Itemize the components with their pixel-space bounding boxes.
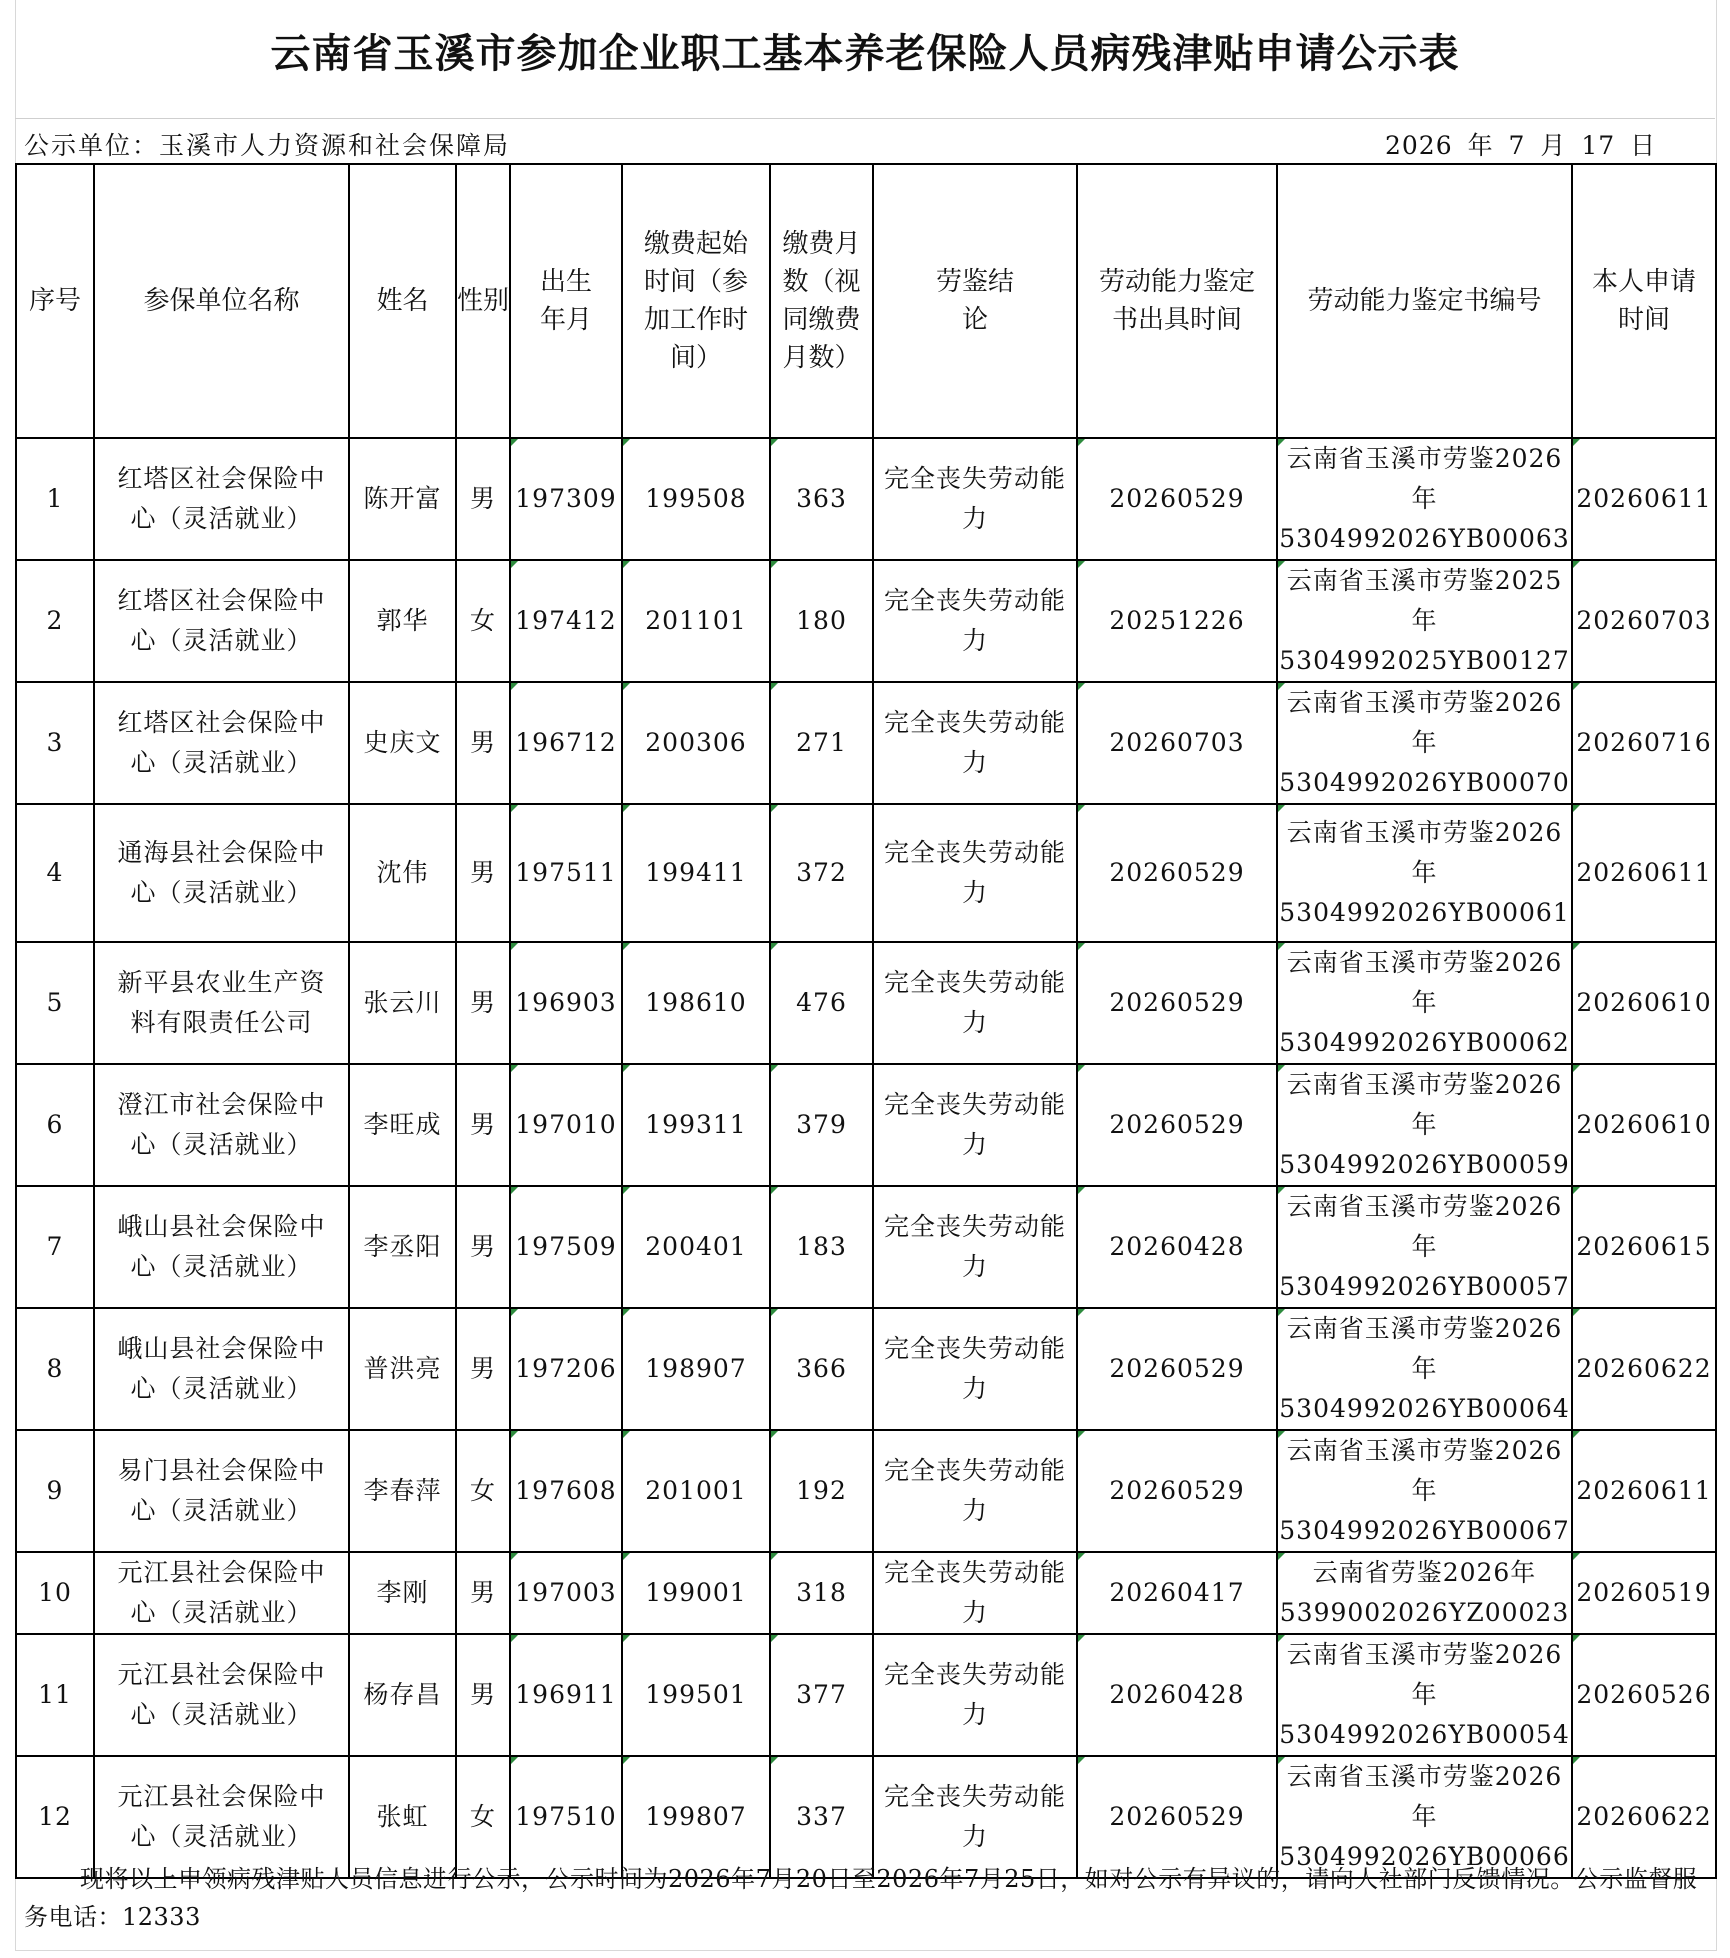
cell-cert-number: 云南省玉溪市劳鉴2026年5304992026YB00061 bbox=[1277, 804, 1572, 942]
title-divider bbox=[15, 118, 1715, 119]
cell-gender: 男 bbox=[456, 804, 510, 942]
cell-index: 10 bbox=[16, 1552, 94, 1634]
cell-start: 199501 bbox=[622, 1634, 770, 1756]
publisher-label: 公示单位：玉溪市人力资源和社会保障局 bbox=[24, 131, 511, 160]
cell-apply-date: 20260615 bbox=[1572, 1186, 1716, 1308]
cell-apply-date: 20260716 bbox=[1572, 682, 1716, 804]
header-start: 缴费起始时间（参加工作时间） bbox=[622, 164, 770, 438]
cell-gender: 女 bbox=[456, 1756, 510, 1878]
cell-apply-date: 20260519 bbox=[1572, 1552, 1716, 1634]
cell-cert-number: 云南省玉溪市劳鉴2026年5304992026YB00063 bbox=[1277, 438, 1572, 560]
cell-cert-number: 云南省玉溪市劳鉴2026年5304992026YB00066 bbox=[1277, 1756, 1572, 1878]
cell-name: 郭华 bbox=[349, 560, 456, 682]
cell-months: 271 bbox=[770, 682, 873, 804]
cell-employer: 元江县社会保险中心（灵活就业） bbox=[94, 1756, 349, 1878]
cell-birth: 196712 bbox=[510, 682, 622, 804]
cell-cert-date: 20260529 bbox=[1077, 1756, 1277, 1878]
cell-start: 200306 bbox=[622, 682, 770, 804]
cell-conclusion: 完全丧失劳动能力 bbox=[873, 1552, 1077, 1634]
cell-birth: 197206 bbox=[510, 1308, 622, 1430]
cell-name: 李春萍 bbox=[349, 1430, 456, 1552]
cell-start: 199508 bbox=[622, 438, 770, 560]
cell-index: 3 bbox=[16, 682, 94, 804]
cell-gender: 男 bbox=[456, 1634, 510, 1756]
cell-months: 318 bbox=[770, 1552, 873, 1634]
cell-conclusion: 完全丧失劳动能力 bbox=[873, 1186, 1077, 1308]
cell-conclusion: 完全丧失劳动能力 bbox=[873, 1430, 1077, 1552]
header-cert-number: 劳动能力鉴定书编号 bbox=[1277, 164, 1572, 438]
cell-name: 沈伟 bbox=[349, 804, 456, 942]
cell-gender: 男 bbox=[456, 942, 510, 1064]
cell-name: 李旺成 bbox=[349, 1064, 456, 1186]
cell-cert-number: 云南省玉溪市劳鉴2026年5304992026YB00062 bbox=[1277, 942, 1572, 1064]
cell-conclusion: 完全丧失劳动能力 bbox=[873, 942, 1077, 1064]
cell-start: 199001 bbox=[622, 1552, 770, 1634]
cell-cert-date: 20260529 bbox=[1077, 438, 1277, 560]
header-name: 姓名 bbox=[349, 164, 456, 438]
cell-cert-date: 20260529 bbox=[1077, 1064, 1277, 1186]
cell-name: 李丞阳 bbox=[349, 1186, 456, 1308]
cell-apply-date: 20260610 bbox=[1572, 1064, 1716, 1186]
cell-gender: 男 bbox=[456, 1308, 510, 1430]
cell-cert-number: 云南省玉溪市劳鉴2026年5304992026YB00054 bbox=[1277, 1634, 1572, 1756]
table-row bbox=[16, 1064, 1716, 1186]
cell-birth: 197509 bbox=[510, 1186, 622, 1308]
cell-employer: 元江县社会保险中心（灵活就业） bbox=[94, 1634, 349, 1756]
cell-conclusion: 完全丧失劳动能力 bbox=[873, 1634, 1077, 1756]
cell-cert-date: 20260428 bbox=[1077, 1634, 1277, 1756]
cell-gender: 男 bbox=[456, 438, 510, 560]
cell-months: 180 bbox=[770, 560, 873, 682]
cell-cert-number: 云南省玉溪市劳鉴2026年5304992026YB00064 bbox=[1277, 1308, 1572, 1430]
cell-start: 200401 bbox=[622, 1186, 770, 1308]
cell-apply-date: 20260610 bbox=[1572, 942, 1716, 1064]
cell-index: 12 bbox=[16, 1756, 94, 1878]
cell-employer: 峨山县社会保险中心（灵活就业） bbox=[94, 1308, 349, 1430]
cell-employer: 红塔区社会保险中心（灵活就业） bbox=[94, 438, 349, 560]
cell-employer: 峨山县社会保险中心（灵活就业） bbox=[94, 1186, 349, 1308]
cell-cert-number: 云南省玉溪市劳鉴2025年5304992025YB00127 bbox=[1277, 560, 1572, 682]
cell-months: 476 bbox=[770, 942, 873, 1064]
cell-cert-date: 20260529 bbox=[1077, 804, 1277, 942]
cell-name: 张云川 bbox=[349, 942, 456, 1064]
cell-birth: 196903 bbox=[510, 942, 622, 1064]
cell-months: 379 bbox=[770, 1064, 873, 1186]
publish-date: 2026 年 7 月 17 日 bbox=[1385, 131, 1657, 160]
cell-employer: 易门县社会保险中心（灵活就业） bbox=[94, 1430, 349, 1552]
cell-birth: 197003 bbox=[510, 1552, 622, 1634]
cell-cert-number: 云南省劳鉴2026年5399002026YZ00023 bbox=[1277, 1552, 1572, 1634]
cell-cert-number: 云南省玉溪市劳鉴2026年5304992026YB00067 bbox=[1277, 1430, 1572, 1552]
cell-months: 372 bbox=[770, 804, 873, 942]
cell-apply-date: 20260611 bbox=[1572, 1430, 1716, 1552]
cell-start: 201101 bbox=[622, 560, 770, 682]
cell-cert-date: 20251226 bbox=[1077, 560, 1277, 682]
cell-start: 199311 bbox=[622, 1064, 770, 1186]
header-employer: 参保单位名称 bbox=[94, 164, 349, 438]
cell-cert-date: 20260428 bbox=[1077, 1186, 1277, 1308]
cell-index: 8 bbox=[16, 1308, 94, 1430]
cell-index: 6 bbox=[16, 1064, 94, 1186]
cell-months: 363 bbox=[770, 438, 873, 560]
cell-apply-date: 20260526 bbox=[1572, 1634, 1716, 1756]
table-row bbox=[16, 1430, 1716, 1552]
table-row bbox=[16, 1186, 1716, 1308]
cell-index: 1 bbox=[16, 438, 94, 560]
cell-index: 5 bbox=[16, 942, 94, 1064]
cell-gender: 男 bbox=[456, 1064, 510, 1186]
cell-gender: 男 bbox=[456, 1186, 510, 1308]
cell-birth: 197608 bbox=[510, 1430, 622, 1552]
header-birth: 出生年月 bbox=[510, 164, 622, 438]
cell-months: 183 bbox=[770, 1186, 873, 1308]
cell-months: 337 bbox=[770, 1756, 873, 1878]
cell-cert-number: 云南省玉溪市劳鉴2026年5304992026YB00057 bbox=[1277, 1186, 1572, 1308]
cell-index: 11 bbox=[16, 1634, 94, 1756]
table-row bbox=[16, 1308, 1716, 1430]
cell-index: 7 bbox=[16, 1186, 94, 1308]
cell-conclusion: 完全丧失劳动能力 bbox=[873, 1308, 1077, 1430]
cell-name: 杨存昌 bbox=[349, 1634, 456, 1756]
table-header-row bbox=[16, 164, 1716, 438]
cell-months: 366 bbox=[770, 1308, 873, 1430]
table-row bbox=[16, 438, 1716, 560]
table-row bbox=[16, 942, 1716, 1064]
cell-birth: 196911 bbox=[510, 1634, 622, 1756]
cell-months: 192 bbox=[770, 1430, 873, 1552]
applicant-table bbox=[15, 163, 1717, 1879]
cell-cert-date: 20260417 bbox=[1077, 1552, 1277, 1634]
table-row bbox=[16, 804, 1716, 942]
table-row bbox=[16, 1634, 1716, 1756]
cell-start: 198907 bbox=[622, 1308, 770, 1430]
cell-employer: 红塔区社会保险中心（灵活就业） bbox=[94, 682, 349, 804]
cell-name: 史庆文 bbox=[349, 682, 456, 804]
cell-cert-date: 20260529 bbox=[1077, 942, 1277, 1064]
cell-start: 199807 bbox=[622, 1756, 770, 1878]
cell-cert-number: 云南省玉溪市劳鉴2026年5304992026YB00059 bbox=[1277, 1064, 1572, 1186]
cell-index: 4 bbox=[16, 804, 94, 942]
cell-name: 陈开富 bbox=[349, 438, 456, 560]
cell-name: 张虹 bbox=[349, 1756, 456, 1878]
cell-conclusion: 完全丧失劳动能力 bbox=[873, 682, 1077, 804]
cell-gender: 女 bbox=[456, 1430, 510, 1552]
cell-start: 199411 bbox=[622, 804, 770, 942]
cell-conclusion: 完全丧失劳动能力 bbox=[873, 1064, 1077, 1186]
header-gender: 性别 bbox=[456, 164, 510, 438]
cell-cert-date: 20260703 bbox=[1077, 682, 1277, 804]
cell-apply-date: 20260611 bbox=[1572, 438, 1716, 560]
cell-apply-date: 20260611 bbox=[1572, 804, 1716, 942]
cell-conclusion: 完全丧失劳动能力 bbox=[873, 804, 1077, 942]
cell-birth: 197010 bbox=[510, 1064, 622, 1186]
notice-text: 现将以上申领病残津贴人员信息进行公示，公示时间为2026年7月20日至2026年7月25日，如对公示有异议的，请向人社部门反馈情况。公示监督服务电话：12333 bbox=[24, 1865, 1698, 1931]
cell-employer: 元江县社会保险中心（灵活就业） bbox=[94, 1552, 349, 1634]
cell-apply-date: 20260622 bbox=[1572, 1308, 1716, 1430]
cell-conclusion: 完全丧失劳动能力 bbox=[873, 438, 1077, 560]
table-row bbox=[16, 1552, 1716, 1634]
cell-months: 377 bbox=[770, 1634, 873, 1756]
header-conclusion: 劳鉴结论 bbox=[873, 164, 1077, 438]
cell-employer: 澄江市社会保险中心（灵活就业） bbox=[94, 1064, 349, 1186]
cell-gender: 男 bbox=[456, 682, 510, 804]
cell-employer: 红塔区社会保险中心（灵活就业） bbox=[94, 560, 349, 682]
table-row bbox=[16, 560, 1716, 682]
cell-cert-date: 20260529 bbox=[1077, 1430, 1277, 1552]
cell-employer: 新平县农业生产资料有限责任公司 bbox=[94, 942, 349, 1064]
header-cert-date: 劳动能力鉴定书出具时间 bbox=[1077, 164, 1277, 438]
cell-apply-date: 20260703 bbox=[1572, 560, 1716, 682]
cell-index: 2 bbox=[16, 560, 94, 682]
cell-start: 198610 bbox=[622, 942, 770, 1064]
cell-employer: 通海县社会保险中心（灵活就业） bbox=[94, 804, 349, 942]
cell-cert-number: 云南省玉溪市劳鉴2026年5304992026YB00070 bbox=[1277, 682, 1572, 804]
page-title: 云南省玉溪市参加企业职工基本养老保险人员病残津贴申请公示表 bbox=[270, 31, 1460, 77]
cell-birth: 197309 bbox=[510, 438, 622, 560]
cell-name: 李刚 bbox=[349, 1552, 456, 1634]
cell-index: 9 bbox=[16, 1430, 94, 1552]
table-row bbox=[16, 682, 1716, 804]
header-apply-date: 本人申请时间 bbox=[1572, 164, 1716, 438]
cell-conclusion: 完全丧失劳动能力 bbox=[873, 560, 1077, 682]
cell-birth: 197412 bbox=[510, 560, 622, 682]
cell-start: 201001 bbox=[622, 1430, 770, 1552]
cell-gender: 女 bbox=[456, 560, 510, 682]
cell-conclusion: 完全丧失劳动能力 bbox=[873, 1756, 1077, 1878]
cell-birth: 197510 bbox=[510, 1756, 622, 1878]
header-index: 序号 bbox=[16, 164, 94, 438]
cell-gender: 男 bbox=[456, 1552, 510, 1634]
header-months: 缴费月数（视同缴费月数） bbox=[770, 164, 873, 438]
cell-apply-date: 20260622 bbox=[1572, 1756, 1716, 1878]
cell-birth: 197511 bbox=[510, 804, 622, 942]
cell-name: 普洪亮 bbox=[349, 1308, 456, 1430]
cell-cert-date: 20260529 bbox=[1077, 1308, 1277, 1430]
